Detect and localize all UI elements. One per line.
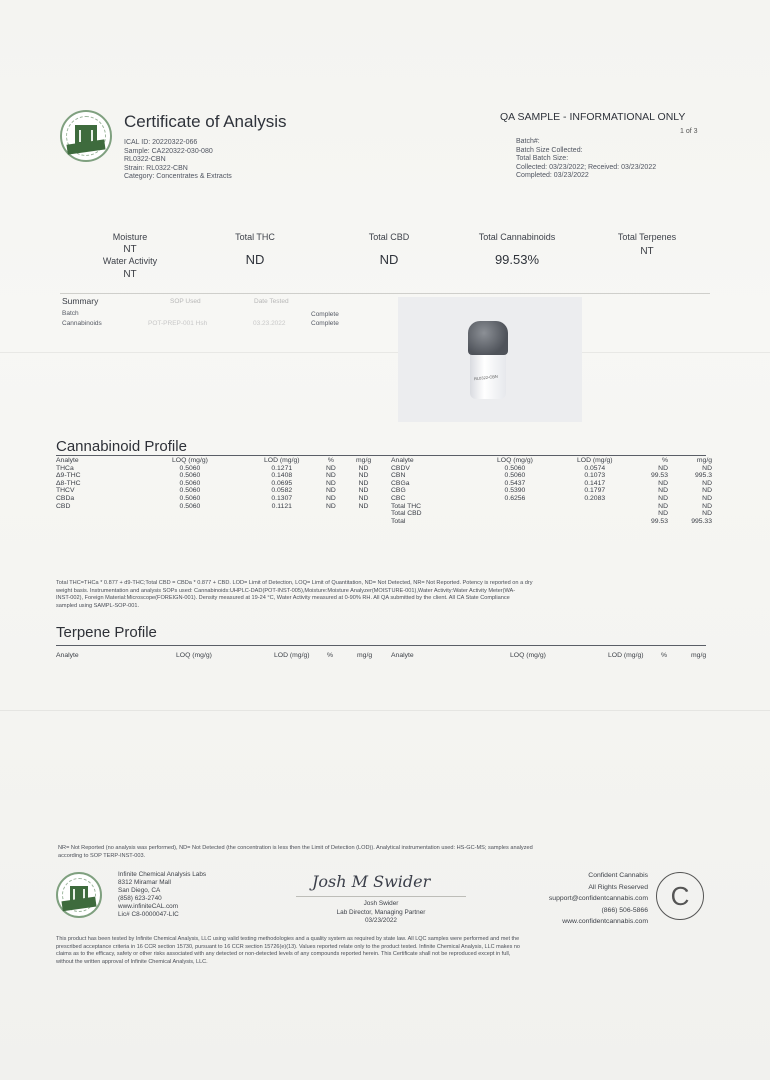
terpene-col-mgg-2: mg/g <box>691 652 707 659</box>
vial-cap <box>468 321 508 355</box>
pct-value: 99.53 <box>650 472 668 480</box>
confident-cannabis-info <box>498 870 648 928</box>
total-cannabinoids-block <box>462 232 572 267</box>
loq-value: 0.5437 <box>504 479 526 487</box>
cc-line: www.confidentcannabis.com <box>562 918 648 925</box>
summary-row-date: 03.23.2022 <box>253 320 286 327</box>
total-thc-value: ND <box>245 252 265 267</box>
sample-info-line: RL0322-CBN <box>124 156 166 163</box>
analyte-name: THCV <box>56 487 75 495</box>
cannabinoid-pct-col-left <box>326 457 336 510</box>
vial-label: RL0322-CBN <box>473 373 498 382</box>
cannabinoid-mgg-col-left <box>356 457 371 510</box>
total-terpenes-block <box>605 232 689 257</box>
mgg-value: ND <box>358 487 369 495</box>
confident-cannabis-logo: C <box>656 872 704 920</box>
mgg-value: ND <box>358 479 369 487</box>
signer-block <box>296 900 466 926</box>
terpene-profile-title: Terpene Profile <box>56 624 157 641</box>
terpene-col-analyte: Analyte <box>56 652 79 659</box>
cannabinoid-mgg-col-right <box>672 457 712 525</box>
total-thc-label: Total THC <box>235 232 275 242</box>
pct-value: ND <box>326 494 336 502</box>
cannabinoid-loq-col-left <box>172 457 208 510</box>
pct-value: ND <box>658 479 668 487</box>
total-cbd-label: Total CBD <box>368 232 410 242</box>
total-terpenes-value: NT <box>640 246 654 257</box>
terpene-col-lod: LOD (mg/g) <box>274 652 310 659</box>
footnote-line: INST-002), Foreign Material:Microscope(FOREIGN-001). Density measured at 19-24 °C, Water Activity measured at 0-90% RH. All QA submitted by the client. All CA State Compliance <box>56 595 510 601</box>
analyte-name: CBGa <box>391 479 410 487</box>
disclaimer-line: This product has been tested by Infinite Chemical Analysis, LLC using valid testing methodologies and a quality system as required by state law. All LQC samples were performed and met the <box>56 936 520 942</box>
batch-info <box>516 138 656 181</box>
lod-value: 0.1408 <box>271 472 293 480</box>
pct-value: ND <box>658 502 668 510</box>
cannabinoid-footnote <box>56 580 716 610</box>
total-thc-block <box>220 232 290 267</box>
cannabinoid-analyte-col-left <box>56 457 81 510</box>
water-activity-label: Water Activity <box>102 256 158 266</box>
total-cannabinoids-value: 99.53% <box>494 252 540 267</box>
moisture-value: NT <box>123 244 137 255</box>
analyte-name: CBDa <box>56 494 75 502</box>
lod-value: 0.1121 <box>271 502 292 510</box>
sample-info-line: Category: Concentrates & Extracts <box>124 173 232 180</box>
pct-value: ND <box>658 487 668 495</box>
total-cbd-block <box>354 232 424 267</box>
lab-address-line: San Diego, CA <box>118 887 161 894</box>
column-header: LOD (mg/g) <box>264 457 300 464</box>
mgg-value: ND <box>358 472 369 480</box>
lab-address-line: (858) 623-2740 <box>118 895 162 902</box>
lod-value: 0.1073 <box>584 472 606 480</box>
summary-title: Summary <box>62 296 99 306</box>
loq-value: 0.5390 <box>504 487 526 495</box>
analyte-name: Δ8-THC <box>56 479 81 487</box>
sample-info-line: ICAL ID: 20220322-066 <box>124 139 198 146</box>
mgg-value: ND <box>702 464 712 472</box>
lod-value: 0.1797 <box>584 487 606 495</box>
analyte-name: Total <box>391 517 406 525</box>
document-title: Certificate of Analysis <box>124 112 287 131</box>
signer-title: Lab Director, Managing Partner <box>336 908 426 916</box>
footnote-line: weight basis. Instrumentation and analysis SOPs used: Cannabinoids:UHPLC-DAD(POT-INST-005),Moisture:Moisture Analyzer(MOISTURE-001),Water Activity:Water Activity Meter(WA- <box>56 587 516 594</box>
column-header: LOQ (mg/g) <box>497 457 533 464</box>
moisture-label: Moisture <box>112 232 148 242</box>
footnote-line: sampled using SAMPL-SOP-001. <box>56 602 140 609</box>
loq-value: 0.5060 <box>179 464 201 472</box>
signature: Josh M Swider <box>312 872 431 891</box>
batch-info-line: Batch Size Collected: <box>516 146 583 154</box>
sample-info-line: Sample: CA220322-030-080 <box>124 147 213 155</box>
loq-value: 0.5060 <box>179 472 201 480</box>
moisture-block <box>90 232 170 280</box>
analyte-name: THCa <box>56 464 74 472</box>
lab-address-line: Lic# C8-0000047-LIC <box>118 911 179 918</box>
terpene-col-analyte-2: Analyte <box>391 652 414 659</box>
mgg-value: ND <box>358 494 369 502</box>
total-terpenes-label: Total Terpenes <box>617 232 677 242</box>
cannabinoid-lod-col-right <box>577 457 613 503</box>
loq-value: 0.5060 <box>504 472 526 480</box>
lab-seal-logo <box>60 110 112 162</box>
pct-value: ND <box>326 479 336 487</box>
cannabinoid-loq-col-right <box>497 457 533 503</box>
pct-value: ND <box>658 494 668 502</box>
cannabinoid-analyte-col-right <box>391 457 422 525</box>
total-cbd-value: ND <box>379 252 399 267</box>
water-activity-value: NT <box>123 269 137 280</box>
batch-info-line: Collected: 03/23/2022; Received: 03/23/2022 <box>516 163 657 171</box>
column-header: Analyte <box>391 457 414 464</box>
page-number: 1 of 3 <box>680 128 698 135</box>
terpene-col-loq: LOQ (mg/g) <box>176 652 212 659</box>
loq-value: 0.5060 <box>179 487 201 495</box>
batch-info-line: Completed: 03/23/2022 <box>516 172 589 179</box>
terpene-col-pct: % <box>327 652 334 659</box>
mgg-value: ND <box>702 494 712 502</box>
lod-value: 0.1307 <box>271 494 293 502</box>
column-header: LOD (mg/g) <box>577 457 613 464</box>
summary-row-name: Batch <box>62 310 79 317</box>
cc-line: support@confidentcannabis.com <box>548 895 648 902</box>
disclaimer-line: claims as to the efficacy, safety or other risks associated with any detected or non-detected levels of any compounds reported herein. This Certificate shall not be reproduced except in full, <box>56 951 511 957</box>
summary-col-sop: SOP Used <box>170 298 201 305</box>
lod-value: 0.0574 <box>584 464 606 472</box>
pct-value: ND <box>326 502 336 510</box>
sample-info-line: Strain: RL0322-CBN <box>124 164 188 172</box>
analyte-name: CBG <box>391 487 406 495</box>
analyte-name: CBD <box>56 502 71 510</box>
terpene-col-pct-2: % <box>661 652 668 659</box>
batch-info-line: Total Batch Size: <box>516 155 569 162</box>
analyte-name: CBDV <box>391 464 410 472</box>
summary-row-status: Complete <box>311 311 339 318</box>
section-rule <box>56 455 706 456</box>
column-header: mg/g <box>696 457 712 464</box>
loq-value: 0.5060 <box>504 464 526 472</box>
mgg-value: ND <box>702 510 712 518</box>
lod-value: 0.0695 <box>271 479 293 487</box>
terpene-col-lod-2: LOD (mg/g) <box>608 652 644 659</box>
paper-fold <box>0 710 770 711</box>
loq-value: 0.5060 <box>179 494 201 502</box>
column-header: % <box>661 457 668 464</box>
signature-line <box>296 896 466 897</box>
pct-value: ND <box>326 464 336 472</box>
lod-value: 0.0582 <box>271 487 293 495</box>
batch-info-line: Batch#: <box>516 138 540 145</box>
pct-value: ND <box>326 487 336 495</box>
pct-value: ND <box>658 464 668 472</box>
cc-line: All Rights Reserved <box>588 883 648 891</box>
sample-photo <box>398 297 582 422</box>
terpene-col-loq-2: LOQ (mg/g) <box>510 652 546 659</box>
analyte-name: Total CBD <box>391 510 422 518</box>
lod-value: 0.1271 <box>271 464 293 472</box>
section-rule <box>56 645 706 646</box>
cannabinoid-lod-col-left <box>264 457 300 510</box>
disclaimer-line: prescribed acceptance criteria in 16 CCR section 15730, pursuant to 16 CCR section 15726(e)(13). Values reported relate only to the product tested. Infinite Chemical Analysis, LLC makes no <box>56 943 520 950</box>
lab-address-line: Infinite Chemical Analysis Labs <box>118 871 207 878</box>
footnote-line: according to SOP TERP-INST-003. <box>58 852 146 859</box>
lab-address-line: www.infiniteCAL.com <box>118 903 179 910</box>
sample-info <box>124 139 232 182</box>
lab-address <box>118 871 206 919</box>
qa-sample-banner: QA SAMPLE - INFORMATIONAL ONLY <box>500 111 686 123</box>
lod-value: 0.2083 <box>584 494 606 502</box>
lab-seal-logo-footer <box>56 872 102 918</box>
mgg-value: ND <box>702 479 712 487</box>
pct-value: ND <box>326 472 336 480</box>
disclaimer-line: without the written approval of Infinite Chemical Analysis, LLC. <box>56 958 208 965</box>
loq-value: 0.5060 <box>179 502 201 510</box>
footnote-line: NR= Not Reported (no analysis was performed), ND= Not Detected (the concentration is less then the Limit of Detection (LOD)). Analytical instrumentation used: HS-GC-MS; samples analyzed <box>58 845 533 851</box>
mgg-value: ND <box>702 502 712 510</box>
pct-value: 99.53 <box>650 517 668 525</box>
mgg-value: 995.33 <box>691 517 712 525</box>
cc-line: (866) 506-5866 <box>601 906 648 914</box>
cannabinoid-pct-col-right <box>636 457 668 525</box>
column-header: LOQ (mg/g) <box>172 457 208 464</box>
mgg-value: ND <box>358 464 369 472</box>
cc-line: Confident Cannabis <box>588 872 648 879</box>
analyte-name: CBN <box>391 472 406 480</box>
cannabinoid-profile-title: Cannabinoid Profile <box>56 438 187 455</box>
loq-value: 0.6256 <box>504 494 526 502</box>
signer-name: Josh Swider <box>363 900 399 907</box>
summary-col-date: Date Tested <box>254 298 289 305</box>
analyte-name: CBC <box>391 494 406 502</box>
signer-date: 03/23/2022 <box>365 917 397 924</box>
terpene-col-mgg: mg/g <box>357 652 373 659</box>
lab-address-line: 8312 Miramar Mall <box>118 879 171 886</box>
analyte-name: Total THC <box>391 502 422 510</box>
analyte-name: Δ9-THC <box>56 472 81 480</box>
summary-row-name: Cannabinoids <box>62 320 102 327</box>
mgg-value: ND <box>702 487 712 495</box>
disclaimer <box>56 936 716 966</box>
terpene-footnote <box>58 845 718 860</box>
column-header: mg/g <box>356 457 372 464</box>
divider <box>60 293 710 294</box>
mgg-value: 995.3 <box>694 472 712 480</box>
total-cannabinoids-label: Total Cannabinoids <box>478 232 556 242</box>
lod-value: 0.1417 <box>584 479 606 487</box>
mgg-value: ND <box>358 502 369 510</box>
loq-value: 0.5060 <box>179 479 201 487</box>
pct-value: ND <box>658 510 668 518</box>
footnote-line: Total THC=THCa * 0.877 + d9-THC;Total CBD = CBDa * 0.877 + CBD. LOD= Limit of Detection, LOQ= Limit of Quantitation, ND= Not Detected, NR= Not Reported. Potency is reported on a dry <box>56 580 533 586</box>
paper-fold <box>0 352 770 353</box>
summary-row-sop: POT-PREP-001 Hsh <box>148 320 208 327</box>
column-header: Analyte <box>56 457 79 464</box>
column-header: % <box>327 457 334 464</box>
summary-row-status: Complete <box>311 320 339 327</box>
